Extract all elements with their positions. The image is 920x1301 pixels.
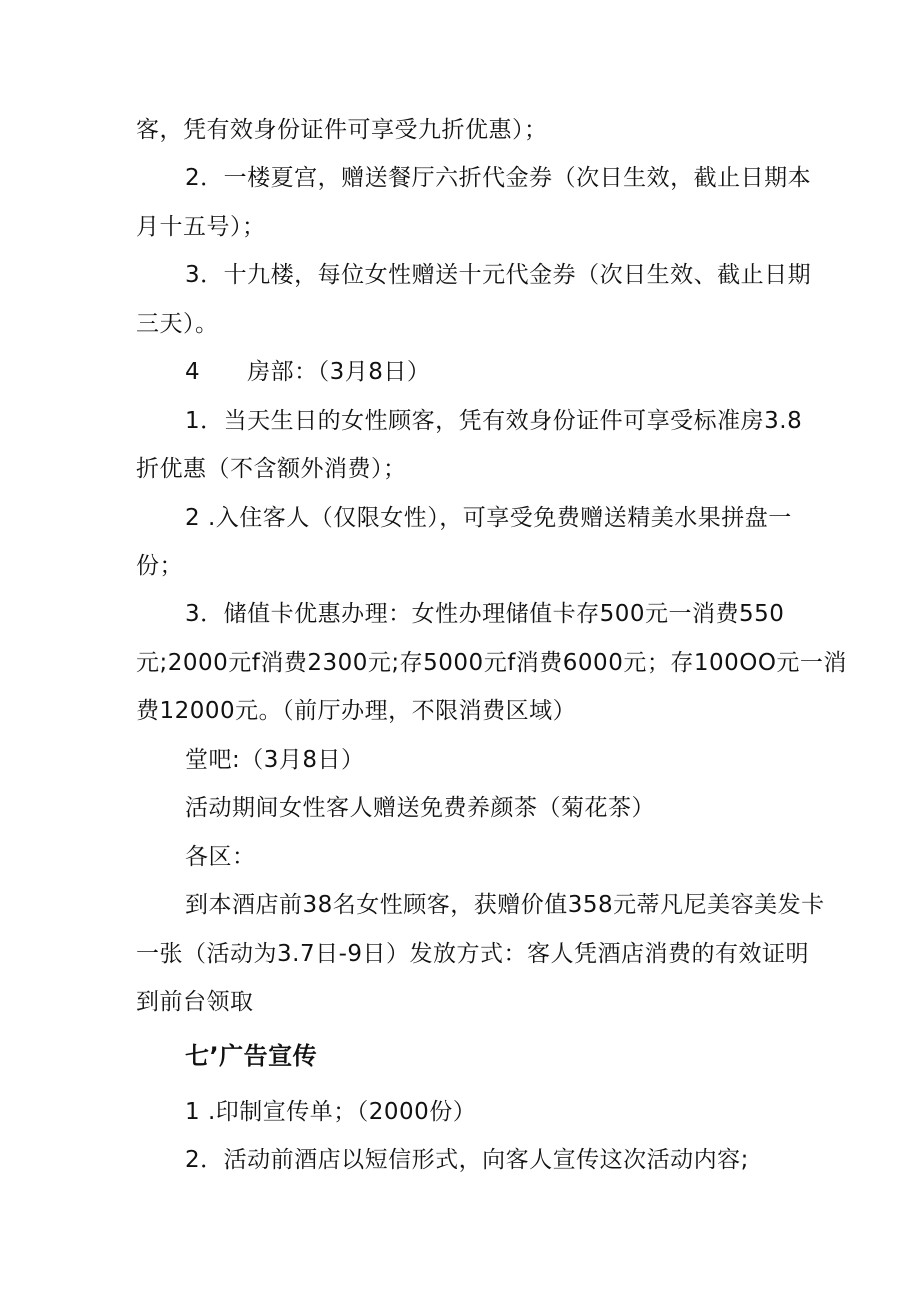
paragraph-line: 3．十九楼，每位女性赠送十元代金券（次日生效、截止日期 xyxy=(185,262,812,288)
paragraph-line: 2．活动前酒店以短信形式，向客人宣传这次活动内容; xyxy=(185,1147,749,1173)
paragraph-line: 4 房部：（3月8日） xyxy=(185,359,431,385)
paragraph-line: 3．储值卡优惠办理：女性办理储值卡存500元一消费550 xyxy=(185,601,785,627)
paragraph-line: 堂吧:（3月8日） xyxy=(185,747,365,773)
paragraph-line: 2．一楼夏宫，赠送餐厅六折代金券（次日生效，截止日期本 xyxy=(185,165,812,191)
paragraph-line: 1 .印制宣传单；（2000份） xyxy=(185,1099,477,1125)
paragraph-line: 各区： xyxy=(185,844,256,870)
paragraph-line: 客，凭有效身份证件可享受九折优惠）； xyxy=(136,117,548,143)
paragraph-line: 月十五号）； xyxy=(136,214,266,240)
paragraph-line: 元;2000元f消费2300元;存5000元f消费6000元；存100OO元一消 xyxy=(136,650,847,676)
paragraph-line: 折优惠（不含额外消费）； xyxy=(136,456,407,482)
paragraph-line: 活动期间女性客人赠送免费养颜茶（菊花茶） xyxy=(185,795,655,821)
paragraph-line: 1．当天生日的女性顾客，凭有效身份证件可享受标准房3.8 xyxy=(185,408,803,434)
paragraph-line: 三天）。 xyxy=(136,311,219,337)
paragraph-line: 一张（活动为3.7日-9日）发放方式：客人凭酒店消费的有效证明 xyxy=(136,941,810,967)
paragraph-line: 到本酒店前38名女性顾客，获赠价值358元蒂凡尼美容美发卡 xyxy=(185,892,825,918)
paragraph-line: 份； xyxy=(136,553,183,579)
paragraph-line: 2 .入住客人（仅限女性），可享受免费赠送精美水果拼盘一 xyxy=(185,505,792,531)
paragraph-line: 费12000元。（前厅办理，不限消费区域） xyxy=(136,698,577,724)
paragraph-line: 到前台领取 xyxy=(136,989,254,1015)
section-heading: 七’广告宣传 xyxy=(185,1042,318,1070)
